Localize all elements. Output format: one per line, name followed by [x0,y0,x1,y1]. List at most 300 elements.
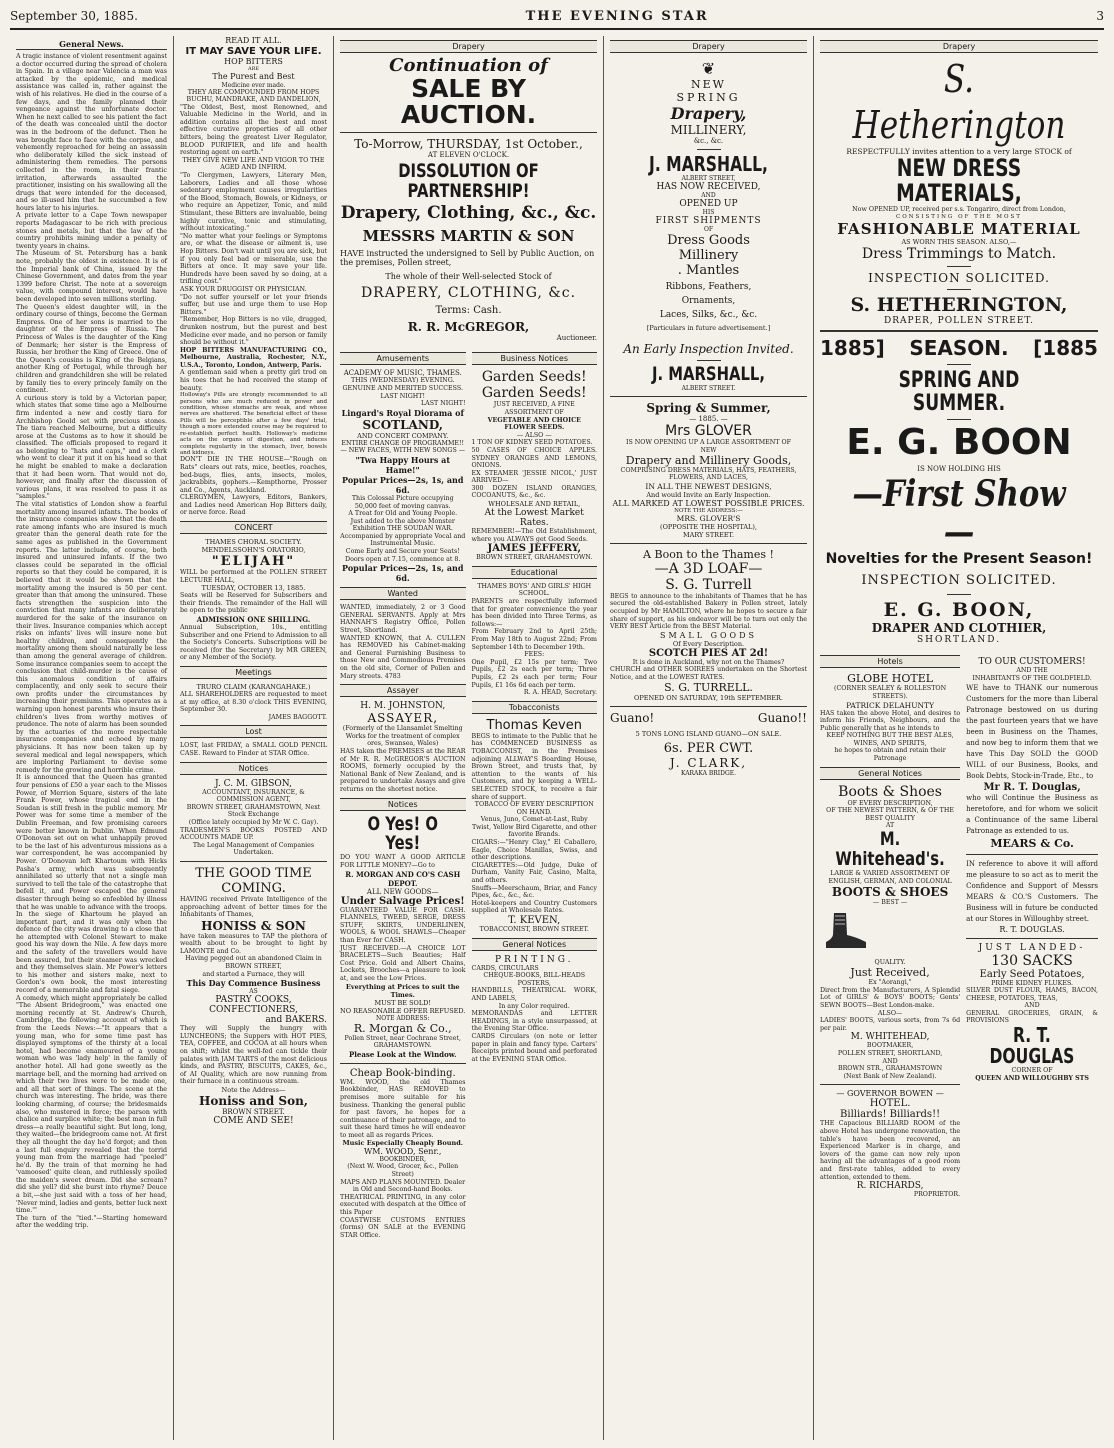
ad-text: ACCOUNTANT, INSURANCE, & COMMISSION AGENT, [202,788,305,804]
product-name: HOP BITTERS [224,56,283,66]
ad-text: IN reference to above it will afford me pleasure to so act as to merit the Confidence and Support of Messrs MEARS & CO.'S Customers. The Business will in future be conducted at our Stores in Willoughby street. [966,859,1098,923]
ad-title: SCOTLAND, [362,417,443,432]
ad-text: ENTIRE CHANGE OF PROGRAMME!! — NEW FACES, WITH NEW SONGS — [340,439,466,455]
ad-signature: R. T. DOUGLAS. [999,924,1065,934]
ad-text: NEW [700,446,717,454]
ad-title: 6s. PER CWT. [663,741,754,757]
boot-illustration-icon [820,911,870,951]
ad-text: "To Clergymen, Lawyers, Literary Men, Laborers, Ladies and all those whose sedentary employment causes irregularities of the Blood, Stomach, Bowels, or Kidneys, or who require an Appetizer, Tonic, and mild Stimulant, these Bitters are invaluable, being highly curative, tonic and stimulating, without intoxicating." [180,172,327,233]
column-hop-bitters [174,36,334,1440]
ad-text: AND [701,192,716,199]
ad-text: Now OPENED UP, received per s.s. Tongariro, direct from London, [852,206,1066,214]
ad-text: SHORTLAND. [916,635,1002,646]
ad-text: CIGARETTES:—Old Judge, Duke of Durham, Vanity Fair, Casino, Malta, and others. [471,861,597,885]
ad-text: NOTE THE ADDRESS:— [674,507,743,514]
ad-text: WM. WOOD, the old Thames Bookbinder, HAS REMOVED to premises more suitable for his business. Thanking the general public for past favors, he hopes for a continuance of their patronage, and to suit these hard times he will endeavor to meet all as regards Prices. [340,1078,466,1139]
ad-text: BOOTMAKER, [866,1042,914,1050]
ad-text: THIS (WEDNESDAY) EVENING. GENUINE AND MERITED SUCCESS. LAST NIGHT! [342,377,463,400]
section-header: General Notices [820,767,960,780]
ad-title: PRINTING. [495,954,574,965]
ad-title: 130 SACKS [991,952,1073,969]
ad-text: EX STEAMER 'JESSIE NICOL,' JUST ARRIVED— [471,469,597,485]
ad-text: WHOLESALE AND RETAIL, [488,500,581,509]
ad-text: The whole of their Well-selected Stock of [385,271,552,281]
page-number: 3 [1096,9,1104,23]
ad-text: Music Especially Cheaply Bound. [342,1139,464,1148]
ad-title: S. HETHERINGTON, [850,293,1068,316]
ad-text: OF THE NEWEST PATTERN, & OF THE BEST QUALITY [826,807,954,822]
ad-text: 5 TONS LONG ISLAND GUANO—ON SALE. [635,730,782,739]
ad-text: PROPRIETOR. [913,1191,961,1199]
ad-text: "No matter what your feelings or Symptoms are, or what the disease or ailment is, use Hop Bitters. Don't wait until you are sick, but if you only feel bad or miserable, use the Bitters at once. It may save your life. Hundreds have been saved by so doing, at a trifling cost." [180,232,327,286]
ad-text: LADIES' BOOTS, various sorts, from 7s 6d per pair. [820,1017,961,1032]
ad-headline: Drapery, Clothing, &c., &c. [340,203,597,224]
ad-text: ACADEMY OF MUSIC, THAMES. [343,369,462,378]
ad-text: BOOKBINDER, [379,1156,426,1164]
ad-text: CONFECTIONERS, [209,1005,298,1016]
ad-text: 300 DOZEN ISLAND ORANGES, COCOANUTS, &c., &c. [471,484,597,500]
ad-text: ALL SHAREHOLDERS are requested to meet at my office, at 8.30 o'clock THIS EVENING, September 30. [180,691,327,714]
ad-text: Ribbons, Feathers, [665,282,752,292]
ad-text: AND [882,1057,898,1065]
ad-text: INSPECTION SOLICITED. [868,270,1050,285]
ad-text: Accompanied by appropriate Vocal and Instrumental Music. [340,532,466,548]
ad-text: Please Look at the Window. [348,1049,457,1059]
ad-text: IN ALL THE NEWEST DESIGNS, [645,481,772,491]
ad-text: ASK YOUR DRUGGIST OR PHYSICIAN. [180,285,307,293]
ad-text: KEEP NOTHING BUT THE BEST ALES, WINES, AND SPIRITS, [826,732,954,747]
ad-text: This Day Commence Business [186,978,321,989]
ad-headline: DISSOLUTION OF PARTNERSHIP! [398,160,539,203]
ad-text: Medicine ever made. [221,81,286,89]
ad-text: TUESDAY, OCTOBER 13, 1885. [201,584,306,593]
ad-text: HANDBILLS, THEATRICAL WORK, AND LABELS, [471,987,597,1002]
ad-text: BROWN STREET, GRAHAMSTOWN, Next Stock Exchange [186,803,321,819]
ad-text: NO REASONABLE OFFER REFUSED. [340,1006,466,1015]
ad-text: ADMISSION ONE SHILLING. [196,615,311,625]
ad-title: Early Seed Potatoes, [979,968,1085,980]
ad-title: Cheap Book-binding. [349,1067,456,1079]
right-subcolumn [966,651,1098,1198]
ad-headline: IT MAY SAVE YOUR LIFE. [185,45,322,57]
ad-title: Just Received, [850,966,930,980]
ad-text: SMALL GOODS [659,630,758,640]
ad-headline: SALE BY AUCTION. [400,73,537,130]
ad-text: Just added to the above Monster Exhibition THE SOUDAN WAR. [350,517,455,533]
ad-text: (Formerly of the Llansamlet Smelting Works for the treatment of complex ores, Swansea, Wales) [342,725,463,748]
ad-text: Ornaments, [681,296,736,306]
ad-text: TOBACCO OF EVERY DESCRIPTION ON HAND. [474,801,594,816]
ad-title: HOTEL. [869,1098,911,1110]
ad-title: Mrs GLOVER [665,422,752,439]
ad-text: COASTWISE CUSTOMS ENTRIES (forms) ON SALE at the EVENING STAR Office. [340,1216,466,1239]
ad-text: THE Capacious BILLIARD ROOM of the above Hotel has undergone renovation, the table's have been recovered, an Experienced Marker is in charge, and lovers of the game can now rely upon having all the advantages of a good room and first-rate tables, added to every attention, extended to them. [820,1120,961,1181]
ad-text: Come Early and Secure your Seats! Doors open at 7.15, commence at 8. [345,548,461,563]
ad-headline: SPRING AND SUMMER. [898,367,1020,416]
ad-title: JUST LANDED- [978,942,1086,953]
ad-signature: JAMES BAGGOTT. [268,713,327,721]
ad-text: HAS taken the PREMISES at the REAR of Mr R. R. McGREGOR'S AUCTION ROOMS, formerly occupied by the National Bank of New Zealand, and is prepared to undertake Assays and give returns on the shortest notice. [340,747,466,793]
ad-text: [Particulars in future advertisement.] [646,324,771,332]
ad-text: "The Oldest, Best, most Renowned, and Valuable Medicine in the World, and in addition contains all the best and most effective curative properties of all other bitters, being the greatest Liver Regulator, BLOOD PURIFIER, and life and health restoring agent on earth." [180,103,327,157]
ad-title: Billiards! Billiards!! [840,1109,941,1121]
ad-kicker: Continuation of [389,55,548,76]
ad-text: (Office lately occupied by Mr W. C. Gay). [188,818,319,826]
section-header: General Notices [472,938,598,951]
ad-title: Drapery, [670,104,747,123]
article-paragraph: It is announced that the Queen has granted four pensions of £50 a year each to the Misses Power, of Merrion Square, sisters of the late Frank Power, whose tragical end in the Soudan is still fresh in the public memory. Mr Power was for some time a member of the Dublin Freeman, and few promising careers were better known in Dublin. When Edmund O'Donovan set out on what unhappily proved to be the last of his adventurous missions as a war correspondent, he was accompanied by Power. O'Donovan left Khartoum with Hicks Pasha's army, which was subsequently annihilated so utterly that not a single man survived to tell the tale of the catastrophe that befell it, and Power escaped the general disaster through being so enfeebled by illness that he was unable to advance with the troops. In the siege of Khartoum he played an important part, and it was only when the defence of the city was drawing to a close that he attempted with Colonel Stewart to make good his way down the Nile. A few days more and the safety of the travellers would have been assured, but their steamer was wrecked and they themselves slain. Mr Power's letters to his mother and sisters make, next to Gordon's own book, the most interesting record of a memorable and fatal siege. [16,774,167,995]
ad-headline: J. MARSHALL, [649,152,768,176]
ad-text: WILL be performed at the POLLEN STREET LECTURE HALL, [180,569,327,584]
ad-signature: MEARS & Co. [990,836,1074,850]
ad-title: "ELIJAH" [211,554,296,570]
section-header: Business Notices [472,352,598,365]
ad-text: BROWN STREET. [222,1108,285,1116]
ad-title: JAMES JEFFERY, [487,543,581,555]
article-paragraph: The Museum of St. Petersburg has a bank note, probably the oldest in existence. It is of the Imperial bank of China, issued by the Chinese Government, and dates from the year 1399 before Christ. The note at a sovereign value, with compound interest, would have been developed into seven millions sterling. [16,250,167,303]
ad-text: ARE [247,66,260,72]
section-header: CONCERT [180,521,327,534]
ad-text: MAPS AND PLANS MOUNTED. Dealer in Old and Second-hand Books. [340,1178,466,1194]
ad-headline: R. T. DOUGLAS [989,1023,1075,1069]
ad-text: FIRST SHIPMENTS [655,216,762,226]
ad-text: IS NOW OPENING UP A LARGE ASSORTMENT OF [625,438,792,446]
ad-text: and started a Furnace, they will [202,970,305,978]
ad-text: AT [885,822,895,830]
left-subcolumn [340,348,466,1239]
ad-title: Spring & Summer, [646,400,771,415]
section-header: Drapery [340,40,597,53]
ad-text: BEGS to announce to the inhabitants of Thames that he has secured the old-established Bakery in Pollen street, lately occupied by Mr HAMILTON, where he hopes to secure a fair share of support, as his endeavor will be to turn out only the VERY BEST Article from the BEST Material. [610,592,807,631]
ad-text: NOTE ADDRESS: [376,1014,430,1022]
ad-text: Ex "Aorangi," [868,979,912,987]
ad-text: INHABITANTS OF THE GOLDFIELD. [972,674,1092,682]
ad-headline: DRAPERY, CLOTHING, &c. [360,285,577,302]
right-subcolumn [472,348,598,1239]
ad-text: GENERAL GROCERIES, GRAIN, & PROVISIONS [966,1009,1098,1025]
ad-text: Dress Goods [667,233,750,248]
ad-text: SPRING [676,91,741,104]
ad-text: HAS taken the above Hotel, and desires to inform his Friends, Neighbours, and the Public generally that as he intends to [820,709,961,732]
ad-text: Hotel-keepers and Country Customers supplied at Wholesale Rates. [471,899,597,915]
ad-text: MARY STREET. [682,530,735,539]
ad-title: Novelties for the Present Season! [825,551,1093,568]
ad-text: he hopes to obtain and retain their Patronage [834,747,946,763]
ad-text: To-Morrow, THURSDAY, 1st October., [354,137,583,152]
ad-title: R. Morgan & Co., [353,1021,452,1035]
ad-text: HAVE instructed the undersigned to Sell by Public Auction, on the premises, Pollen street, [340,248,595,268]
ad-title: Drapery and Millinery Goods, [625,453,792,467]
ad-title: Garden Seeds! [481,369,587,386]
article-paragraph: A tragic instance of violent resentment against a doctor occurred during the spread of cholera in Spain. In a village near Valencia a man was attacked by the epidemic, and medical assistance was called in, rather against the wish of his relatives. He died in the course of a few days, and the family planned their vengeance against the unfortunate doctor. When he next called to see his patient the fact of the death was concealed until the doctor was in the bedroom of the defunct. Then he was brought face to face with the corpse, and vehemently reproached for being an assassin who deliberately killed the sick instead of administering them remedies. The persons collected in the room, in their frantic irritation, afterwards assaulted the practitioner, insisting on his swallowing all the drugs that were intended for the deceased, and so ill-used him that he succumbed a few hours later to his injuries. [16,53,167,212]
column-auction [334,36,604,1440]
ad-text: KARAKA BRIDGE. [680,770,737,778]
ad-text: HAS NOW RECEIVED, [656,182,761,192]
ad-headline: S. Hetherington [852,57,1066,147]
ad-title: Guano!! [757,711,807,726]
ad-text: "Twa Happy Hours at Hame!" [355,454,451,475]
ad-text: CHURCH and OTHER SOIREES undertaken on the Shortest Notice, and at the LOWEST RATES. [610,666,807,681]
ad-text: AND [1024,1002,1040,1010]
ad-text: Auctioneer. [556,334,597,343]
ad-title: R. RICHARDS, [856,1181,924,1192]
ad-title: Under Salvage Prices! [340,895,465,907]
ad-text: ALSO— [877,1009,903,1017]
ad-title: S. G. Turrell [665,576,752,593]
left-subcolumn [820,651,960,1198]
ad-title: GLOBE HOTEL [847,672,934,686]
ad-text: and BAKERS. [265,1015,327,1026]
article-paragraph: A private letter to a Cape Town newspaper reports Madagascar to be rich with precious stones and metals, but that the law of the country prohibits mining under a penalty of twenty years in chains. [16,212,167,250]
ad-text: They will Supply the hungry with LUNCHEONS; the Suppers with HOT PIES, TEA, COFFEE, and COCOA at all hours when on shift; whilst the well-fed can tickle their palates with JAM TARTS of the most delicious kinds, and PASTRY, BISCUITS, CAKES, &c., of AI Quality, which are now running from their furnace in a continuous stream. [180,1025,327,1086]
ad-text: Direct from the Manufacturers, A Splendid Lot of GIRLS' & BOYS' BOOTS; Gents' SEWN BOOTS—Best London-make. [820,986,961,1010]
ad-text: WE have to THANK our numerous Customers for the more than Liberal Patronage bestowed on us during the past fourteen years that we have been in Business on the Thames, and now beg to inform them that we have This Day SOLD the GOOD WILL of our Business, Books, and Book Debts, Stock-in-Trade, Etc., to [966,683,1098,780]
ad-title: E. G. BOON, [883,599,1035,622]
ad-kicker: READ IT ALL. [225,36,282,45]
ad-text: — BEST — [872,899,908,907]
ad-text: AS [249,988,258,996]
ad-text: THEATRICAL PRINTING, in any color executed with despatch at the Office of this Paper [340,1193,466,1217]
ad-text: In any Color required. [498,1002,570,1010]
masthead: THE EVENING STAR [525,8,709,24]
section-header: Educational [472,566,598,579]
ad-title: FASHIONABLE MATERIAL [837,219,1081,238]
ad-text: DRAPER AND CLOTHIER, [871,621,1047,636]
ad-text: NEW [691,78,726,91]
ad-title: M. WHITEHEAD, [850,1032,930,1043]
article-paragraph: A curious story is told by a Victorian paper, which states that some time ago a Melbourne firm indented a new and costly tiara for Archbishop Goold set with precious stones. The tiara reached Melbourne, but a difficulty arose at the Customs as to how it should be classified. The officials proposed to regard it as belonging to "hats and caps," and a clerk who went to clear it put it on his head so that he might be enabled to make a declaration that it had been worn. That would not do, however, and finally after the discussion of various plans, it was resolved to pass it as "samples." [16,394,167,501]
ad-text: . Mantles [677,263,740,278]
ad-headline: NEW DRESS MATERIALS, [896,153,1022,207]
section-header: Assayer [340,684,466,697]
section-title: General News. [16,39,167,50]
ad-text: Everything at Prices to suit the Times. [345,982,460,999]
ad-text: DO YOU WANT A GOOD ARTICLE FOR LITTLE MONEY?—Go to [340,854,466,870]
ad-text: BEGS to intimate to the Public that he has COMMENCED BUSINESS as TOBACCONIST, in the Premises adjoining ALLWAY'S Boarding House, Brown Street, and trusts that, by attention to the wants of his Customers, and by keeping a WELL-SELECTED STOCK, to receive a fair share of support. [471,732,597,801]
ad-title: Honiss and Son, [199,1094,308,1108]
ad-text: AND THE [1016,667,1048,675]
ad-text: PARENTS are respectfully informed that for greater convenience the year has been divided into Three Terms, as follows:— [471,598,597,628]
ad-text: LOST, last FRIDAY, a SMALL GOLD PENCIL CASE. Reward to Finder at STAR Office. [180,742,327,757]
ad-text: At the Lowest Market Rates. [484,508,584,529]
article-paragraph: The vital statistics of London show a fearful mortality among insured infants. The books of the insurance companies show that the death rate among infants who are insured is much greater than the general death rate for the same ages as published in the Government reports. The latter include, of course, both insured and uninsured infants. If the two classes could be separated in the official reports so that they could be compared, it is believed that it would be shown that the mortality among the insured is 50 per cent. greater than that among the uninsured. These facts strengthen the suspicion into the conviction that many infants are deliberately murdered for the sake of the insurance on their lives. Insurance companies which accept risks on infants' lives will insure none but healthy children, and consequently the mortality among them should naturally be less than among the general average of children. Some insurance companies seem to accept the conclusion that child-murder is the cause of this anomalous condition of affairs complacently, and only seek to secure their own profits under the circumstances by increasing their premiums. This operates as a warning upon honest parents who insure their children's lives from worthy motives of prudence. The note of alarm has been sounded by the actuaries of the more respectable insurance companies and echoed by many physicians. It has now been taken up by several medical and legal newspapers, which are imploring Parliament to devise some remedy for the growing and horrible crime. [16,501,167,774]
article-paragraph: The Queen's eldest daughter will, in the ordinary course of things, become the German Empress. One of her sons is married to the daughter of the Empress of Russia. The Princess of Wales is the daughter of the King of Denmark; her sister is the Empress of Russia, her brother the King of Greece. One of the Queen's cousins is King of the Belgians, another King of Portugal, while through her children and grandchildren she will be related by family ties to every princely family on the continent. [16,303,167,395]
ad-headline: O Yes! O Yes! [367,812,439,855]
ad-title: Guano! [610,711,655,726]
ad-text: (CORNER SEALEY & ROLLESTON STREETS). [834,685,947,700]
ad-text: CARDS Circulars (on note or letter paper in plain and fancy type. Carters' Receipts printed bound and perforated at the EVENING STAR Office. [471,1032,597,1063]
section-header: Drapery [610,40,807,53]
ad-text: POLLEN STREET, SHORTLAND, [837,1050,943,1058]
ad-text: AS WORN THIS SEASON. ALSO,— [901,237,1017,246]
ad-text: &c., &c. [693,137,724,145]
ad-text: TRURO CLAIM (KARANGAHAKE.) [196,683,311,691]
ad-text: OF [703,226,714,233]
ad-text: QUEEN AND WILLOUGHBY STS [975,1074,1089,1082]
ad-text: — ALSO — [516,431,552,439]
ad-title: H. M. JOHNSTON, [360,701,446,712]
ad-text: Popular Prices—2s, 1s, and 6d. [342,474,464,495]
article-paragraph: A comedy, which might appropriately be called "The Absent Bridegroom," was enacted one morning recently at St. Andrew's Church, Cambridge, the following account of which is from the Leeds News:—"It appears that a young man, who for some time past has displayed symptoms of the thirsty at a local hotel, had become enamoured of a young woman who was 'lady help' in the family of another hotel. All had gone sweetly as the marriage bell, and the morning had arrived on which their two lives were to be made one, and all that sort of things. The scene at the church was interesting. The bride, was there looking charming, of course; the bridesmaids also, who mustered in force; the parson with chalice and surplice white; the best man in full dress—a really beautiful sight. But long, long, they waited—the bridegroom came not. At first they all thought the day he'd forgot; and then a last full enquiry revealed that the torrid young man from the marriage had "peeled" he'd. By the train of that morning he had 'vamoosed' quite clean, and ruthlessly spoiled the maiden's sweet dream. Did she scream? did she yell? did she burst into rhyme? Deuce a bit,—she just said with a toss of her head, 'Never mind, ladies and gents, better luck next time.'" [16,994,167,1215]
ad-title: BOOTS & SHOES [831,885,949,900]
section-header: Amusements [340,352,466,365]
ad-text: THEY GIVE NEW LIFE AND VIGOR TO THE AGED AND INFIRM. [182,156,325,172]
ad-headline: MESSRS MARTIN & SON [362,227,575,246]
section-header: Notices [340,798,466,811]
ad-text: SEASON. [909,335,1009,360]
ad-text: Snuffs—Meerschaum, Briar, and Fancy Pipes, &c., &c., &c. [471,884,597,900]
ad-text: A gentleman said when a pretty girl trod on his toes that he had received the stamp of beauty. [180,369,327,392]
ad-signature: R. A. HEAD, Secretary. [523,689,597,697]
ad-title: ASSAYER, [367,711,439,726]
ad-text: RESPECTFULLY invites attention to a very large STOCK of [846,147,1072,157]
page-header [10,4,1104,30]
ad-text: BROWN STR., GRAHAMSTOWN [837,1065,943,1073]
ad-text: QUALITY. [874,958,906,966]
ad-text: (Next Bank of New Zealand). [843,1072,937,1080]
article-paragraph: The turn of the "tied."—Starting homeward after the wedding trip. [16,1214,167,1230]
ad-text: Seats will be Reserved for Subscribers and their friends. The remainder of the Hall will be open to the public [180,592,327,615]
ad-text: PATRICK DELAHUNTY [846,700,935,710]
ad-title: S. G. TURRELL. [664,681,753,695]
ad-text: AT ELEVEN O'CLOCK. [427,151,510,160]
ad-title: HONISS & SON [201,918,306,933]
ad-text: DRAPER, POLLEN STREET. [884,315,1034,326]
ad-text: LARGE & VARIED ASSORTMENT OF ENGLISH, GERMAN, AND COLONIAL [828,869,952,885]
ad-text: MRS. GLOVER'S [676,513,741,523]
ad-text: Venus, Juno, Comet-at-Last, Ruby Twist, Yellow Bird Cigarette, and other favorite Brands. [472,816,597,839]
ad-text: COMPRISING DRESS MATERIALS, HATS, FEATHERS, FLOWERS, AND LACES, [620,466,797,482]
ad-text: THAMES BOYS' AND GIRLS' HIGH SCHOOL. [477,582,592,598]
ad-text: WANTED, immediately, 2 or 3 Good GENERAL SERVANTS. Apply at Mrs HANNAH'S Registry Office, Pollen Street, Shortland. [340,604,466,635]
ornament-icon: ❦ [701,59,716,78]
ad-title: —A 3D LOAF— [654,560,763,577]
ad-text: (Next W. Wood, Grocer, &c., Pollen Street) [347,1163,459,1179]
ad-text: From February 2nd to April 25th; From May 18th to August 22nd; From September 14th to December 19th. [471,628,597,651]
ad-title: COMING. [221,880,286,896]
column-hetherington [814,36,1104,1440]
ad-text: ALBERT STREET. [681,384,736,392]
ad-title: Thomas Keven [486,717,582,733]
ad-text: WANTED KNOWN, that A. CULLEN has REMOVED his Cabinet-making and General Furnishing Business to those New and Commodious Premises on the old site, Corner of Pollen and Mary streets. 4783 [340,634,466,680]
ad-headline: E. G. BOON [846,421,1072,463]
ad-text: TOBACCONIST, BROWN STREET. [479,926,589,934]
ad-text: This Colossal Picture occupying 50,000 feet of moving canvas. [351,494,454,510]
ad-text: MUST BE SOLD! [374,998,431,1007]
ad-text: R. MORGAN AND CO'S CASH DEPOT. [345,869,461,888]
ad-text: COME AND SEE! [213,1116,294,1126]
ad-text: (OPPOSITE THE HOSPITAL), [660,522,757,531]
ad-title: J. C. M. GIBSON, [215,778,292,789]
ad-text: Terms: Cash. [435,305,502,317]
ad-text: OF EVERY DESCRIPTION, [847,799,933,807]
issue-date: September 30, 1885. [10,9,138,23]
ad-text: who will Continue the Business as heretofore, and for whom we solicit a Continuance of the same Liberal Patronage as extended to us. [966,793,1098,835]
ad-text: SCOTCH PIES AT 2d! [648,647,769,659]
ad-text: CIGARS:—"Henry Clay," El Caballero, Eagle, Choice Manillas, Swiss, and other descriptions. [471,839,597,862]
ad-text: 1 TON OF KIDNEY SEED POTATOES. [471,439,593,447]
ad-title: Dress Trimmings to Match. [861,245,1057,262]
ad-text: 1885] [820,335,885,360]
section-header: Lost [180,725,327,738]
ad-text: Of Every Description. [672,639,745,648]
ad-text: have taken measures to TAP the plethora of wealth about to be brought to light by LAMONTE and Co. [180,932,327,955]
ad-text: MILLINERY, [670,123,747,137]
ad-text: Note the Address— [221,1086,286,1094]
section-header: Hotels [820,655,960,668]
ad-title: Garden Seeds! [481,385,587,402]
ad-text: GUARANTEED VALUE FOR CASH. FLANNELS, TWEED, SERGE, DRESS STUFF, SKIRTS, UNDERLINEN, WOOLS, & WOOL SHAWLS—Cheaper than Ever for CASH. [340,906,466,944]
ad-text: One Pupil, £2 15s per term; Two Pupils, £2 2s each per term; Three Pupils, £2 2s each per term; Four Pupils, £1 16s 6d each per term. [471,658,597,689]
ad-text: 50 CASES OF CHOICE APPLES. SYDNEY ORANGES AND LEMONS, ONIONS. [471,446,597,470]
ad-text: The Purest and Best [212,72,295,81]
ad-text: INSPECTION SOLICITED. [861,573,1057,589]
column-marshall [604,36,814,1440]
ad-text: An Early Inspection Invited. [623,342,794,356]
ad-title: TO OUR CUSTOMERS! [978,657,1086,668]
ad-text: IS NOW HOLDING HIS [917,464,1001,473]
ad-text: Millinery [678,248,739,263]
ad-text: MENDELSSOHN'S ORATORIO, [201,546,306,555]
ad-text: POSTERS, [517,979,551,987]
ad-title: THE GOOD TIME [195,865,312,881]
ad-text: PRIME KIDNEY FLUKES. [991,979,1074,987]
ad-text: Annual Subscription, 10s., entitling Subscriber and one Friend to Admission to all the Society's Concerts. Subscriptions will be received (for the Secretary) by MR GREEN, or any Member of the Society. [180,624,327,662]
ad-text: A Treat for Old and Young People. [348,510,458,518]
ad-title: A Boon to the Thames ! [643,547,774,561]
section-header: Wanted [340,587,466,600]
ad-text: CORNER OF [1011,1067,1053,1075]
ad-text: CARDS, CIRCULARS [471,964,539,972]
ad-text: "Do not suffer yourself or let your friends suffer, but use and urge them to use Hop Bitters." [180,293,327,316]
ad-text: ALL MARKED AT LOWEST POSSIBLE PRICES. [612,498,805,508]
ad-text: PASTRY COOKS, [215,995,292,1006]
ad-text: OPENED UP [679,199,738,209]
ad-text: Having pegged out an abandoned Claim in BROWN STREET, [185,955,322,971]
ad-text: — 1885. — [689,414,728,423]
ad-headline: J. MARSHALL, [651,363,766,385]
ad-text: REMEMBER!—The Old Establishment, where you ALWAYS get Good Seeds. [471,528,597,543]
ad-title: J. CLARK, [669,756,748,771]
ad-text: "Remember, Hop Bitters is no vile, drugged, drunken nostrum, but the purest and best Medicine ever made, and no person or family should be without it." [180,316,327,347]
ad-text: ALL NEW GOODS— [366,887,439,896]
ad-text: JUST RECEIVED.—A CHOICE LOT BRACELETS—Such Beauties; Half Cost Price. Gold and Albert Chains, Lockets, Brooches—a pleasure to look at, and see the Low Prices. [340,944,466,982]
ad-text: Holloway's Pills are strongly recommended to all persons who are much reduced in power and condition, whose stomachs are weak, and whose nerves are shattered. The beneficial effect of these Pills will be perceptible after a few days' trial, though a more extended course may be required to re-establish perfect health. Holloway's medicine acts on the organs of digestion, and induces complete regularity in the stomach, liver, bowels and kidneys. [180,392,327,456]
ad-text: HOP BITTERS MANUFACTURING CO., Melbourne, Australia, Rochester, N.Y., U.S.A., Toronto, London, Antwerp, Paris. [180,346,327,369]
ad-text: FEES: [524,651,545,659]
section-header: Drapery [820,40,1098,53]
ad-text: DON'T DIE IN THE HOUSE—"Rough on Rats" clears out rats, mice, beetles, roaches, bed-bugs, flies, ants, insects, moles, jackrabbits, gophers.—Kempthorne, Prosser and Co., Agents, Auckland. [180,456,327,494]
ad-text: LAST NIGHT! [421,400,466,408]
ad-text: It is done in Auckland, why not on the Thames? [632,658,785,666]
ad-text: [1885 [1033,335,1098,360]
ad-text: WM. WOOD, Senr., [364,1147,442,1157]
ad-text: AND CONCERT COMPANY. [357,431,449,440]
ad-text: ALBERT STREET, [681,175,736,182]
ad-text: JUST RECEIVED, A FINE ASSORTMENT OF [493,401,575,416]
ad-title: Mr R. T. Douglas, [983,781,1081,793]
ad-text: VEGETABLE AND CHOICE FLOWER SEEDS. [487,416,581,432]
ad-text: BROWN STREET, GRAHAMSTOWN. [476,554,593,562]
ad-text: CHEQUE-BOOKS, BILL-HEADS [483,972,586,980]
section-header: Tobacconists [472,701,598,714]
ad-title: T. KEVEN, [508,915,561,927]
ad-text: Pollen Street, near Cochrane Street, GRAHAMSTOWN. [344,1034,462,1050]
ad-text: And would Invite an Early Inspection. [646,490,771,499]
column-general-news [10,36,174,1440]
section-header: Notices [180,762,327,775]
ad-text: HIS [702,209,715,216]
